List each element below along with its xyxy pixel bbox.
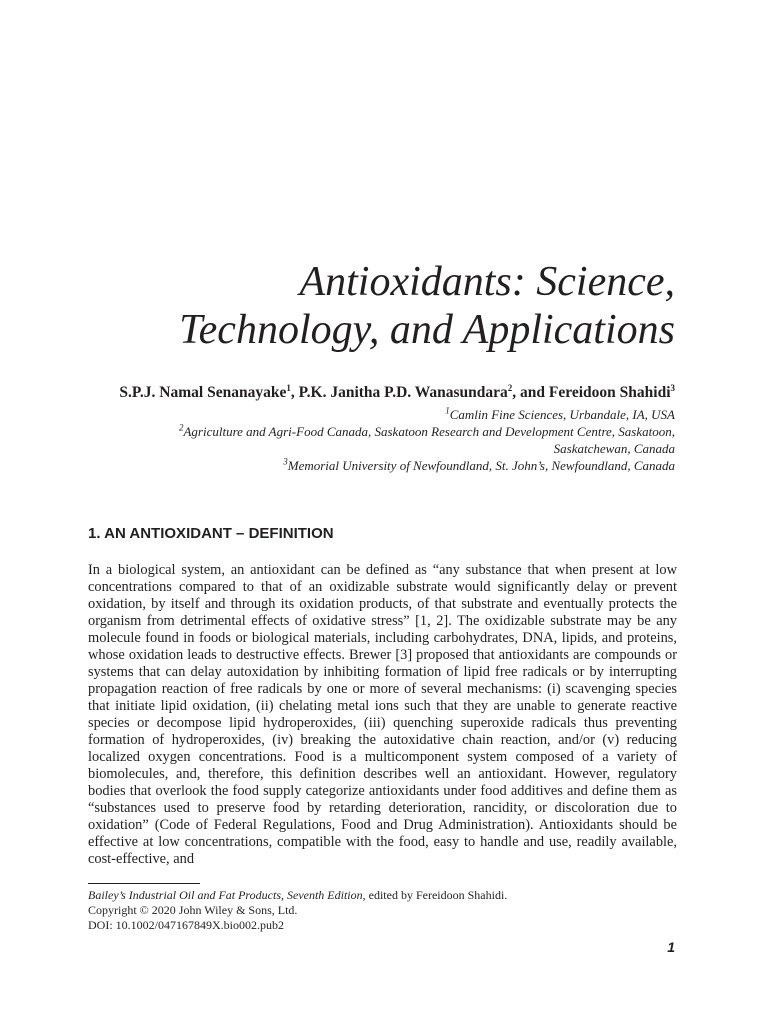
affiliation-marker: 3 [283,456,288,467]
affiliation-text: Camlin Fine Sciences, Urbandale, IA, USA [449,407,675,422]
doi-line: DOI: 10.1002/047167849X.bio002.pub2 [88,918,284,932]
affiliation-line [35,406,675,423]
author-affiliation-marker: 2 [507,382,513,393]
affiliation-marker: 1 [445,405,450,416]
author-affiliation-marker: 3 [670,382,675,393]
author-separator: , [290,384,299,401]
editor-text: , edited by Fereidoon Shahidi. [362,888,508,902]
book-title: Bailey’s Industrial Oil and Fat Products, Seventh Edition [88,888,363,902]
copyright-line: Copyright © 2020 John Wiley & Sons, Ltd. [88,903,298,917]
affiliation-line [35,423,675,440]
affiliation-list [35,406,675,474]
section-heading: 1. AN ANTIOXIDANT – DEFINITION [88,525,334,542]
author-list [35,384,675,402]
author-name: Fereidoon Shahidi [548,384,671,401]
affiliation-text: Saskatchewan, Canada [553,441,675,456]
chapter-title [75,258,675,354]
affiliation-marker: 2 [178,422,184,433]
page-number: 1 [667,939,675,955]
affiliation-text: Agriculture and Agri-Food Canada, Saskatoon Research and Development Centre, Saskatoon, [183,424,675,439]
footnote [88,888,678,933]
chapter-title-line-1: Antioxidants: Science, [299,259,675,305]
footnote-divider [88,883,200,884]
affiliation-line [35,457,675,474]
author-separator: , and [512,384,549,401]
author-affiliation-marker: 1 [286,382,291,393]
author-name: S.P.J. Namal Senanayake [119,384,287,401]
author-name: P.K. Janitha P.D. Wanasundara [298,384,508,401]
affiliation-line [35,440,675,457]
footnote-citation [88,888,678,903]
affiliation-text: Memorial University of Newfoundland, St. John’s, Newfoundland, Canada [287,458,675,473]
body-paragraph: In a biological system, an antioxidant can be defined as “any substance that when present at low concentrations compared to that of an oxidizable substrate would significantly delay or prevent oxidation, by itself and through its oxidation products, of that substrate and eventually protects the organism from detrimental effects of oxidative stress” [1, 2]. The oxidizable substrate may be any molecule found in foods or biological materials, including carbohydrates, DNA, lipids, and proteins, whose oxidation leads to destructive effects. Brewer [3] proposed that antioxidants are compounds or systems that can delay autoxidation by inhibiting formation of lipid free radicals or by interrupting propagation reaction of free radicals by one or more of several mechanisms: (i) scavenging species that initiate lipid oxidation, (ii) chelating metal ions such that they are unable to generate reactive species or decompose lipid hydroperoxides, (iii) quenching superoxide radicals thus preventing formation of hydroperoxides, (iv) breaking the autoxidative chain reaction, and/or (v) reducing localized oxygen concentrations. Food is a multicomponent system composed of a variety of biomolecules, and, therefore, this definition describes well an antioxidant. However, regulatory bodies that overlook the food supply categorize antioxidants under food additives and define them as “substances used to preserve food by retarding deterioration, rancidity, or discoloration due to oxidation” (Code of Federal Regulations, Food and Drug Administration). Antioxidants should be effective at low concentrations, compatible with the food, easy to handle and use, readily available, cost-effective, and [88,562,677,867]
chapter-title-line-2: Technology, and Applications [179,307,675,353]
